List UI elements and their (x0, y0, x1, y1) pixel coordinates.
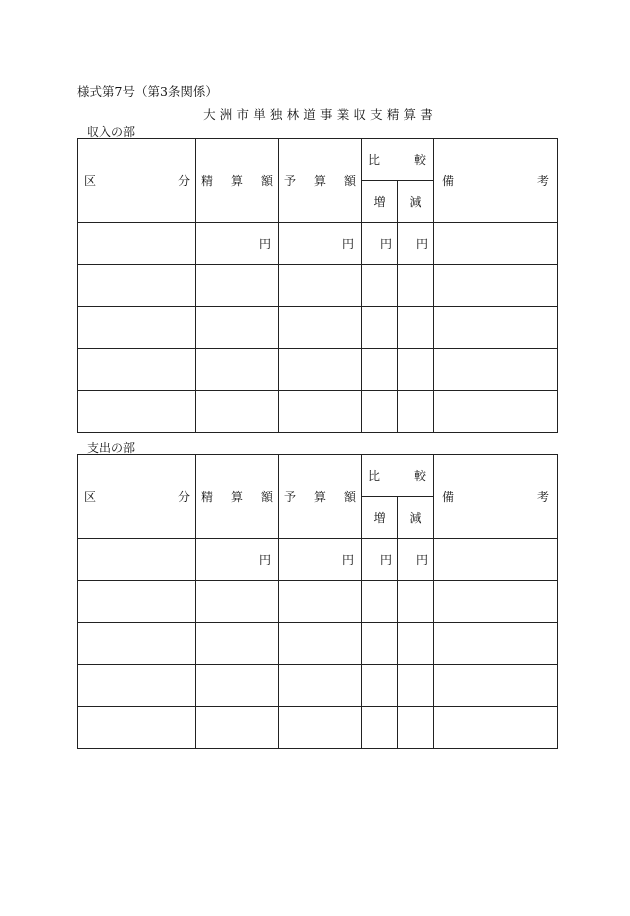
cell-seisan[interactable]: 円 (196, 223, 279, 265)
section-label-income: 収入の部 (87, 125, 136, 139)
title-char: 道 (303, 107, 320, 122)
table-row (78, 623, 558, 665)
cell-zou[interactable]: 円 (362, 539, 398, 581)
cell-kubun[interactable] (78, 265, 196, 307)
form-number: 様式第7号（第3条関係） (77, 84, 218, 99)
cell-biko[interactable] (434, 223, 558, 265)
header-hikaku: 比 較 (362, 455, 434, 497)
table-row (78, 223, 558, 265)
cell-biko[interactable] (434, 265, 558, 307)
header-kubun: 区 分 (78, 139, 196, 223)
cell-seisan[interactable] (196, 707, 279, 749)
header-seisan-gaku: 精 算 額 (196, 139, 279, 223)
expenditure-table (77, 454, 558, 749)
cell-gen[interactable]: 円 (398, 539, 434, 581)
cell-yosan[interactable] (279, 265, 362, 307)
cell-gen[interactable] (398, 307, 434, 349)
cell-biko[interactable] (434, 581, 558, 623)
cell-kubun[interactable] (78, 665, 196, 707)
cell-zou[interactable] (362, 307, 398, 349)
cell-gen[interactable] (398, 391, 434, 433)
cell-zou[interactable] (362, 623, 398, 665)
cell-seisan[interactable]: 円 (196, 539, 279, 581)
cell-gen[interactable] (398, 349, 434, 391)
table-row (78, 349, 558, 391)
header-yosan-gaku: 予 算 額 (279, 455, 362, 539)
title-char: 業 (336, 107, 354, 122)
cell-gen[interactable] (398, 665, 434, 707)
cell-kubun[interactable] (78, 223, 196, 265)
cell-zou[interactable] (362, 391, 398, 433)
title-char: 洲 (219, 107, 237, 122)
header-kubun: 区 分 (78, 455, 196, 539)
cell-yosan[interactable] (279, 581, 362, 623)
cell-yosan[interactable]: 円 (279, 223, 362, 265)
cell-gen[interactable] (398, 265, 434, 307)
cell-zou[interactable] (362, 707, 398, 749)
table-row (78, 665, 558, 707)
cell-kubun[interactable] (78, 623, 196, 665)
table-row (78, 265, 558, 307)
cell-gen[interactable] (398, 581, 434, 623)
header-biko: 備 考 (434, 139, 558, 223)
cell-yosan[interactable] (279, 623, 362, 665)
title-char: 書 (420, 107, 437, 122)
table-row (78, 539, 558, 581)
document-title (0, 105, 630, 123)
title-char: 支 (370, 107, 387, 122)
title-char: 算 (403, 107, 421, 122)
cell-zou[interactable]: 円 (362, 223, 398, 265)
cell-kubun[interactable] (78, 539, 196, 581)
cell-zou[interactable] (362, 265, 398, 307)
title-char: 事 (320, 107, 337, 122)
cell-kubun[interactable] (78, 581, 196, 623)
cell-seisan[interactable] (196, 265, 279, 307)
cell-gen[interactable]: 円 (398, 223, 434, 265)
cell-gen[interactable] (398, 707, 434, 749)
title-char: 収 (353, 107, 371, 122)
cell-zou[interactable] (362, 349, 398, 391)
cell-yosan[interactable] (279, 707, 362, 749)
header-seisan-gaku: 精 算 額 (196, 455, 279, 539)
cell-yosan[interactable] (279, 391, 362, 433)
cell-biko[interactable] (434, 391, 558, 433)
cell-seisan[interactable] (196, 581, 279, 623)
title-char: 単 (253, 107, 270, 122)
title-char: 市 (236, 107, 254, 122)
cell-kubun[interactable] (78, 307, 196, 349)
cell-yosan[interactable] (279, 307, 362, 349)
cell-seisan[interactable] (196, 307, 279, 349)
header-zou: 増 (362, 181, 398, 223)
cell-seisan[interactable] (196, 665, 279, 707)
header-gen: 減 (398, 497, 434, 539)
cell-biko[interactable] (434, 307, 558, 349)
cell-zou[interactable] (362, 581, 398, 623)
title-char: 独 (269, 107, 287, 122)
title-char: 大 (203, 107, 220, 122)
header-yosan-gaku: 予 算 額 (279, 139, 362, 223)
header-zou: 増 (362, 497, 398, 539)
cell-biko[interactable] (434, 349, 558, 391)
cell-yosan[interactable] (279, 665, 362, 707)
header-hikaku: 比 較 (362, 139, 434, 181)
cell-biko[interactable] (434, 539, 558, 581)
cell-biko[interactable] (434, 623, 558, 665)
table-row (78, 707, 558, 749)
income-table (77, 138, 558, 433)
table-row (78, 391, 558, 433)
title-char: 精 (386, 107, 404, 122)
table-row (78, 307, 558, 349)
cell-yosan[interactable]: 円 (279, 539, 362, 581)
section-label-expenditure: 支出の部 (87, 441, 136, 455)
cell-biko[interactable] (434, 665, 558, 707)
cell-zou[interactable] (362, 665, 398, 707)
header-gen: 減 (398, 181, 434, 223)
table-row (78, 581, 558, 623)
cell-kubun[interactable] (78, 391, 196, 433)
header-biko: 備 考 (434, 455, 558, 539)
cell-seisan[interactable] (196, 349, 279, 391)
cell-yosan[interactable] (279, 349, 362, 391)
cell-seisan[interactable] (196, 623, 279, 665)
cell-biko[interactable] (434, 707, 558, 749)
cell-gen[interactable] (398, 623, 434, 665)
cell-kubun[interactable] (78, 707, 196, 749)
title-char: 林 (286, 107, 304, 122)
cell-kubun[interactable] (78, 349, 196, 391)
cell-seisan[interactable] (196, 391, 279, 433)
